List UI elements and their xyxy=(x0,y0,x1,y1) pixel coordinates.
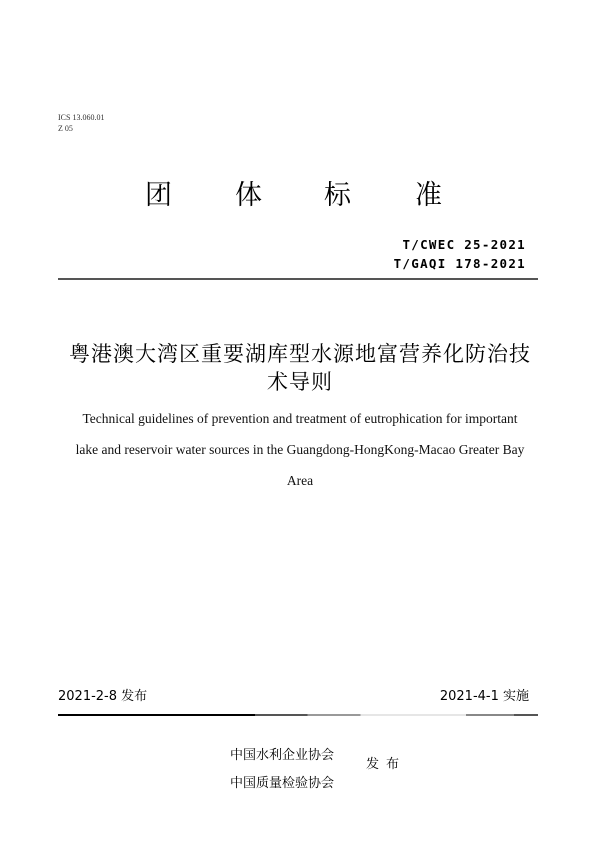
title-zh-line: 粤港澳大湾区重要湖库型水源地富营养化防治技 xyxy=(69,342,531,366)
title-en-line: lake and reservoir water sources in the Guangdong-HongKong-Macao Greater Bay xyxy=(75,442,525,457)
document-type-heading xyxy=(0,178,600,214)
ccs-code: Z 05 xyxy=(58,124,73,133)
doc-type-char: 准 xyxy=(415,180,442,211)
implementation-date: 2021-4-1 实施 xyxy=(439,689,529,704)
ics-code: ICS 13.060.01 xyxy=(58,113,105,122)
title-chinese xyxy=(40,340,560,396)
standard-number: T/GAQI 178-2021 xyxy=(393,256,526,271)
title-english xyxy=(40,403,560,496)
doc-type-char: 团 xyxy=(145,180,172,211)
standard-numbers xyxy=(394,235,526,273)
doc-type-char: 标 xyxy=(324,180,351,211)
footer-divider xyxy=(58,714,538,716)
title-zh-line: 术导则 xyxy=(267,370,333,394)
publisher-org: 中国质量检验协会 xyxy=(230,776,335,791)
issue-date: 2021-2-8 发布 xyxy=(58,689,148,704)
doc-type-char: 体 xyxy=(235,180,262,211)
publisher-organizations xyxy=(230,742,334,798)
title-en-line: Technical guidelines of prevention and treatment of eutrophication for important xyxy=(82,411,518,426)
publish-label: 发布 xyxy=(366,757,407,772)
header-divider xyxy=(58,278,538,280)
standard-number: T/CWEC 25-2021 xyxy=(402,237,526,252)
title-en-line: Area xyxy=(286,473,314,488)
classification-codes xyxy=(58,112,104,134)
publisher-org: 中国水利企业协会 xyxy=(230,748,335,763)
